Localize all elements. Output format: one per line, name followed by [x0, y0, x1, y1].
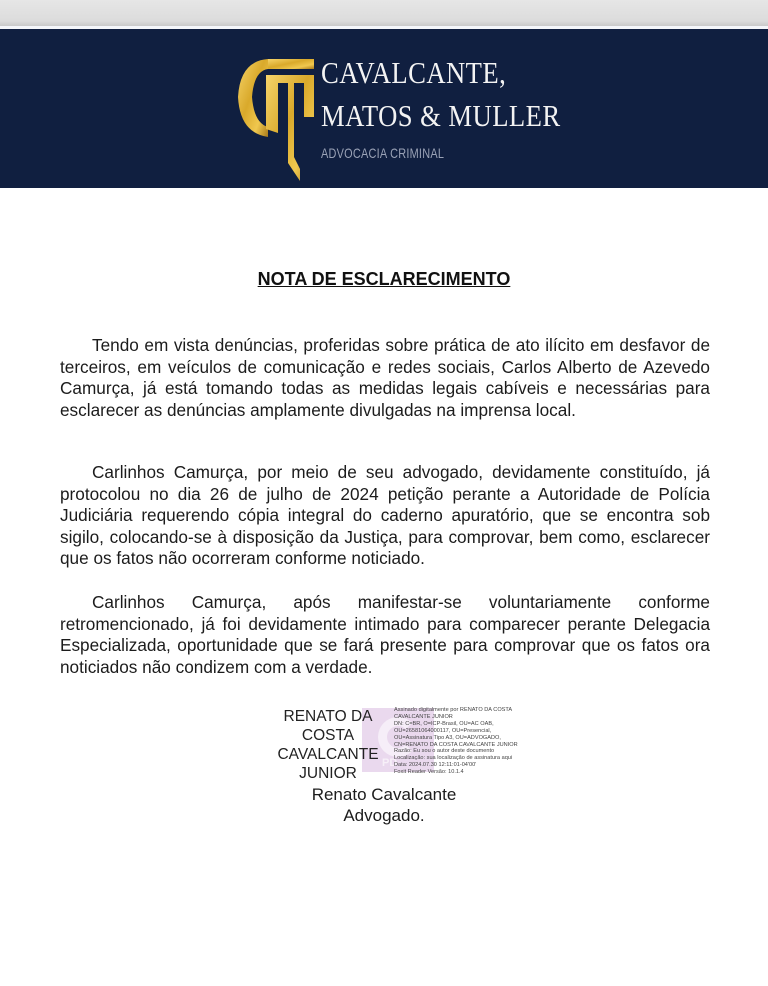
signature-detail-line: Data: 2024.07.30 12:11:01-04'00' [394, 762, 477, 769]
paragraph-2: Carlinhos Camurça, por meio de seu advogado, devidamente constituído, já protocolou no dia 26 de julho de 2024 petição perante a Autoridade de Polícia Judiciária requerendo cópia integral do caderno apuratório, que se encontra sob sigilo, colocando-se à disposição da Justiça, para comprovar, bem como, esclarecer que os fatos não ocorreram conforme noticiado. [60, 462, 710, 569]
digital-signature-block[interactable] [266, 707, 536, 782]
closing-name: Renato Cavalcante [311, 785, 457, 804]
cm-monogram-logo-icon [238, 57, 316, 181]
signature-stamp-letters: PD [382, 757, 398, 769]
signer-name-line: CAVALCANTE [277, 746, 379, 763]
signer-name-line: JUNIOR [299, 765, 357, 782]
signature-detail-line: Localização: sua localização de assinatura aqui [394, 755, 513, 762]
closing-signature [0, 784, 768, 826]
signature-detail-line: DN: C=BR, O=ICP-Brasil, OU=AC OAB, [394, 720, 494, 727]
signer-name-line: RENATO DA [283, 708, 373, 725]
signature-detail-line: OU=Assinatura Tipo A3, OU=ADVOGADO, [394, 734, 501, 741]
closing-role: Advogado. [343, 806, 425, 825]
signer-name [266, 707, 390, 783]
signature-detail-line: OU=26581064000117, OU=Presencial, [394, 727, 492, 734]
signature-detail-line: CAVALCANTE JUNIOR [394, 713, 453, 720]
document-title: NOTA DE ESCLARECIMENTO [257, 269, 511, 289]
signature-detail-line: Razão: Eu sou o autor deste documento [394, 748, 495, 755]
firm-name-line1: CAVALCANTE, [321, 55, 507, 90]
signature-detail-line: Assinado digitalmente por RENATO DA COSTA [394, 707, 513, 713]
signature-detail-line: Foxit Reader Versão: 10.1.4 [394, 769, 464, 776]
firm-name-line2: MATOS & MULLER [321, 98, 561, 133]
signer-name-line: COSTA [301, 727, 355, 744]
paragraph-3: Carlinhos Camurça, após manifestar-se voluntariamente conforme retromencionado, já foi devidamente intimado para comparecer perante Delegacia Especializada, oportunidade que se fará presente para comprovar que os fatos ora noticiados não condizem com a verdade. [60, 592, 710, 677]
signature-details [394, 707, 544, 776]
signature-detail-line: CN=RENATO DA COSTA CAVALCANTE JUNIOR [394, 741, 518, 748]
top-gray-bar [0, 0, 768, 26]
paragraph-1: Tendo em vista denúncias, proferidas sobre prática de ato ilícito em desfavor de terceiros, em veículos de comunicação e redes sociais, Carlos Alberto de Azevedo Camurça, já está tomando todas as medidas legais cabíveis e necessárias para esclarecer as denúncias amplamente divulgadas na imprensa local. [60, 335, 710, 420]
firm-tagline: ADVOCACIA CRIMINAL [321, 145, 445, 161]
